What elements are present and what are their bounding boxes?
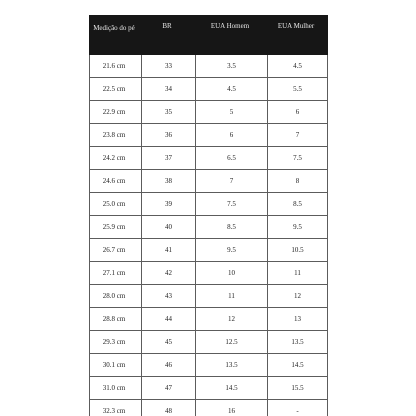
table-row — [90, 285, 328, 308]
cell-foot-measurement: 32.3 cm — [90, 400, 142, 416]
cell-us-men: 6 — [196, 124, 268, 147]
cell-br: 36 — [142, 124, 196, 147]
size-chart-table — [89, 15, 328, 416]
cell-us-men: 7.5 — [196, 193, 268, 216]
cell-br: 47 — [142, 377, 196, 400]
cell-foot-measurement: 31.0 cm — [90, 377, 142, 400]
cell-us-women: 6 — [268, 101, 328, 124]
cell-us-women: 7 — [268, 124, 328, 147]
cell-br: 40 — [142, 216, 196, 239]
cell-us-women: 13 — [268, 308, 328, 331]
cell-us-men: 3.5 — [196, 55, 268, 78]
cell-us-men: 7 — [196, 170, 268, 193]
cell-us-men: 12.5 — [196, 331, 268, 354]
table-header-row — [90, 16, 328, 55]
table-row — [90, 262, 328, 285]
cell-br: 45 — [142, 331, 196, 354]
cell-us-men: 6.5 — [196, 147, 268, 170]
header-us-women: EUA Mulher — [268, 16, 328, 55]
table-row — [90, 239, 328, 262]
cell-br: 34 — [142, 78, 196, 101]
cell-foot-measurement: 29.3 cm — [90, 331, 142, 354]
cell-us-women: - — [268, 400, 328, 416]
cell-foot-measurement: 24.6 cm — [90, 170, 142, 193]
cell-us-men: 4.5 — [196, 78, 268, 101]
cell-us-women: 12 — [268, 285, 328, 308]
cell-foot-measurement: 23.8 cm — [90, 124, 142, 147]
table-row — [90, 193, 328, 216]
cell-us-women: 13.5 — [268, 331, 328, 354]
cell-us-women: 7.5 — [268, 147, 328, 170]
cell-foot-measurement: 22.9 cm — [90, 101, 142, 124]
cell-us-women: 14.5 — [268, 354, 328, 377]
cell-br: 44 — [142, 308, 196, 331]
cell-foot-measurement: 28.0 cm — [90, 285, 142, 308]
header-us-men: EUA Homem — [196, 16, 268, 55]
cell-us-men: 5 — [196, 101, 268, 124]
cell-us-men: 11 — [196, 285, 268, 308]
cell-us-men: 12 — [196, 308, 268, 331]
cell-br: 38 — [142, 170, 196, 193]
cell-us-men: 9.5 — [196, 239, 268, 262]
cell-us-women: 10.5 — [268, 239, 328, 262]
cell-br: 42 — [142, 262, 196, 285]
table-row — [90, 55, 328, 78]
header-foot-measurement: Medição do pé — [90, 16, 142, 55]
table-row — [90, 331, 328, 354]
cell-br: 37 — [142, 147, 196, 170]
cell-foot-measurement: 26.7 cm — [90, 239, 142, 262]
cell-br: 33 — [142, 55, 196, 78]
cell-us-women: 8.5 — [268, 193, 328, 216]
cell-br: 48 — [142, 400, 196, 416]
header-br: BR — [142, 16, 196, 55]
cell-br: 35 — [142, 101, 196, 124]
table-row — [90, 354, 328, 377]
cell-foot-measurement: 21.6 cm — [90, 55, 142, 78]
cell-foot-measurement: 25.9 cm — [90, 216, 142, 239]
cell-us-women: 8 — [268, 170, 328, 193]
table-row — [90, 170, 328, 193]
cell-us-men: 10 — [196, 262, 268, 285]
cell-foot-measurement: 30.1 cm — [90, 354, 142, 377]
cell-us-men: 13.5 — [196, 354, 268, 377]
cell-br: 46 — [142, 354, 196, 377]
cell-us-men: 16 — [196, 400, 268, 416]
cell-foot-measurement: 27.1 cm — [90, 262, 142, 285]
table-row — [90, 308, 328, 331]
cell-br: 43 — [142, 285, 196, 308]
cell-br: 41 — [142, 239, 196, 262]
cell-us-men: 14.5 — [196, 377, 268, 400]
cell-foot-measurement: 24.2 cm — [90, 147, 142, 170]
table-row — [90, 400, 328, 416]
cell-us-women: 5.5 — [268, 78, 328, 101]
cell-us-men: 8.5 — [196, 216, 268, 239]
cell-us-women: 9.5 — [268, 216, 328, 239]
table-row — [90, 377, 328, 400]
cell-us-women: 15.5 — [268, 377, 328, 400]
cell-br: 39 — [142, 193, 196, 216]
table-row — [90, 78, 328, 101]
cell-foot-measurement: 25.0 cm — [90, 193, 142, 216]
cell-us-women: 11 — [268, 262, 328, 285]
cell-foot-measurement: 22.5 cm — [90, 78, 142, 101]
table-row — [90, 147, 328, 170]
table-row — [90, 101, 328, 124]
cell-foot-measurement: 28.8 cm — [90, 308, 142, 331]
table-body — [90, 55, 328, 416]
table-row — [90, 124, 328, 147]
cell-us-women: 4.5 — [268, 55, 328, 78]
table-row — [90, 216, 328, 239]
